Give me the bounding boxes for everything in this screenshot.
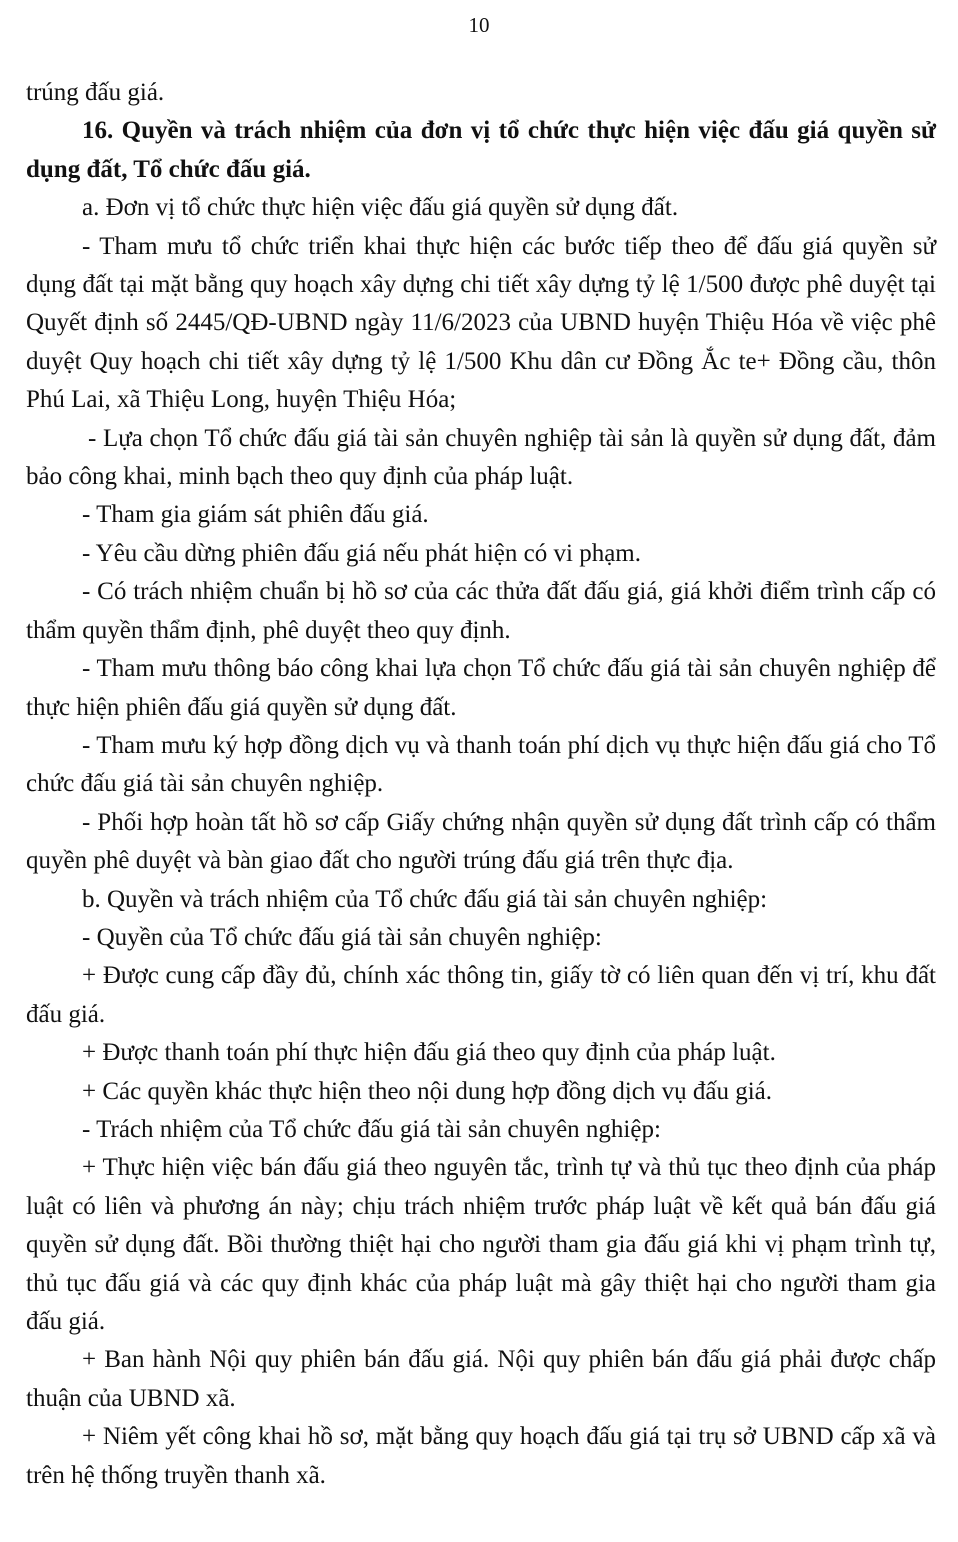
paragraph-item: - Có trách nhiệm chuẩn bị hồ sơ của các thửa đất đấu giá, giá khởi điểm trình cấp có thẩm quyền thẩm định, phê duyệt theo quy định. <box>26 578 936 644</box>
paragraph-item: + Ban hành Nội quy phiên bán đấu giá. Nội quy phiên bán đấu giá phải được chấp thuận của UBND xã. <box>26 1346 936 1412</box>
page-number: 10 <box>468 13 490 37</box>
paragraph-item: + Được thanh toán phí thực hiện đấu giá theo quy định của pháp luật. <box>82 1039 776 1067</box>
paragraph-item: - Phối hợp hoàn tất hồ sơ cấp Giấy chứng nhận quyền sử dụng đất trình cấp có thẩm quyền phê duyệt và bàn giao đất cho người trúng đấu giá trên thực địa. <box>26 808 936 875</box>
paragraph-item: - Tham mưu thông báo công khai lựa chọn Tổ chức đấu giá tài sản chuyên nghiệp để thực hiện phiên đấu giá quyền sử dụng đất. <box>26 655 936 721</box>
paragraph-item: - Lựa chọn Tổ chức đấu giá tài sản chuyên nghiệp tài sản là quyền sử dụng đất, đảm bảo công khai, minh bạch theo quy định của pháp luật. <box>26 424 936 491</box>
paragraph-item: + Thực hiện việc bán đấu giá theo nguyên tắc, trình tự và thủ tục theo định của pháp luật có liên và phương án này; chịu trách nhiệm trước pháp luật về kết quả bán đấu giá quyền sử dụng đất. Bồi thường thiệt hại cho người tham gia đấu giá khi vị phạm trình tự, thủ tục đấu giá và các quy định khác của pháp luật mà gây thiệt hại cho người tham gia đấu giá. <box>26 1154 936 1335</box>
subsection-a-title: a. Đơn vị tổ chức thực hiện việc đấu giá quyền sử dụng đất. <box>82 194 679 222</box>
section-heading-16: 16. Quyền và trách nhiệm của đơn vị tổ chức thực hiện việc đấu giá quyền sử dụng đất, Tổ chức đấu giá. <box>26 117 936 183</box>
paragraph-continuation: trúng đấu giá. <box>26 79 165 106</box>
paragraph-item: - Yêu cầu dừng phiên đấu giá nếu phát hiện có vi phạm. <box>82 539 641 567</box>
paragraph-item: + Được cung cấp đầy đủ, chính xác thông tin, giấy tờ có liên quan đến vị trí, khu đất đấu giá. <box>26 962 936 1028</box>
document-body <box>26 74 936 1495</box>
paragraph-item: - Tham mưu ký hợp đồng dịch vụ và thanh toán phí dịch vụ thực hiện đấu giá cho Tổ chức đấu giá tài sản chuyên nghiệp. <box>26 731 936 798</box>
paragraph-item: - Tham mưu tổ chức triển khai thực hiện các bước tiếp theo để đấu giá quyền sử dụng đất tại mặt bằng quy hoạch xây dựng chi tiết xây dựng tỷ lệ 1/500 được phê duyệt tại Quyết định số 2445/QĐ-UBND ngày 11/6/2023 của UBND huyện Thiệu Hóa về việc phê duyệt Quy hoạch chi tiết xây dựng tỷ lệ 1/500 Khu dân cư Đồng Ắc te+ Đồng cầu, thôn Phú Lai, xã Thiệu Long, huyện Thiệu Hóa; <box>26 232 936 414</box>
paragraph-item: - Tham gia giám sát phiên đấu giá. <box>82 501 429 529</box>
subsection-b-title: b. Quyền và trách nhiệm của Tổ chức đấu giá tài sản chuyên nghiệp: <box>82 885 768 913</box>
paragraph-item: - Trách nhiệm của Tổ chức đấu giá tài sản chuyên nghiệp: <box>82 1115 661 1143</box>
paragraph-item: + Niêm yết công khai hồ sơ, mặt bằng quy hoạch đấu giá tại trụ sở UBND cấp xã và trên hệ thống truyền thanh xã. <box>26 1423 936 1489</box>
paragraph-item: + Các quyền khác thực hiện theo nội dung hợp đồng dịch vụ đấu giá. <box>82 1077 773 1105</box>
paragraph-item: - Quyền của Tổ chức đấu giá tài sản chuyên nghiệp: <box>82 923 602 951</box>
